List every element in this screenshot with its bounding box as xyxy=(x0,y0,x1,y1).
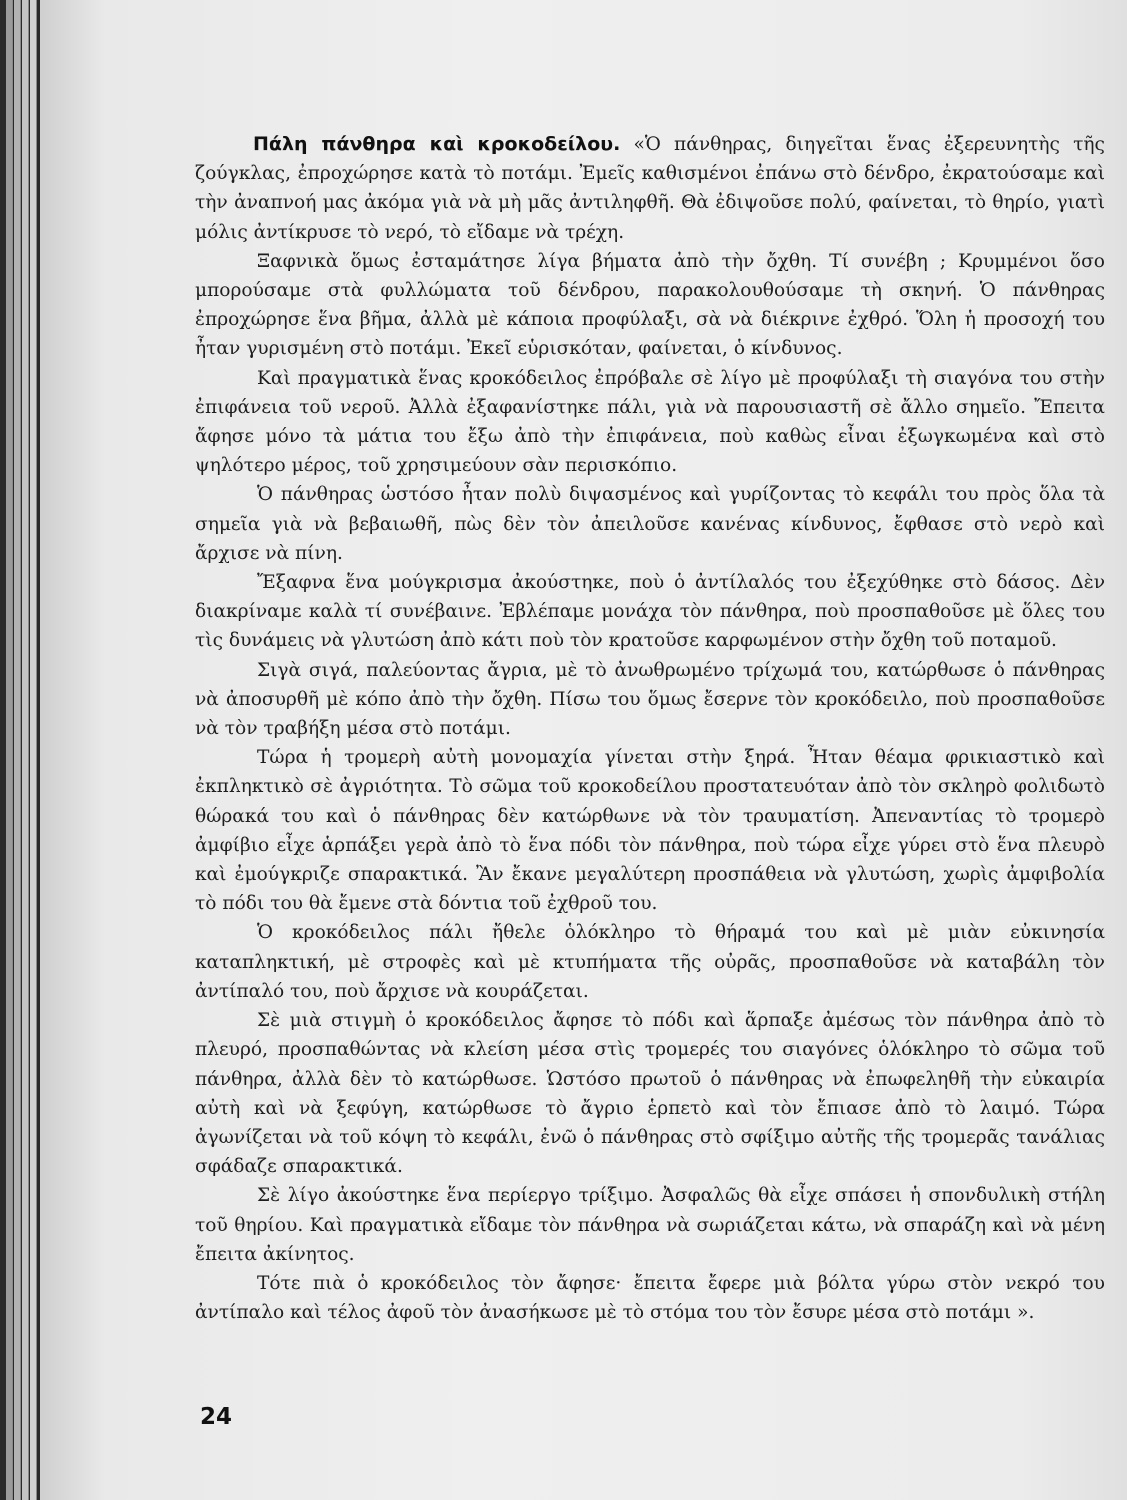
page-stack-edge xyxy=(6,0,13,1500)
paragraph-3: Καὶ πραγματικὰ ἕνας κροκόδειλος ἐπρόβαλε σὲ λίγο μὲ προφύλαξι τὴ σιαγόνα του στὴν ἐπιφάνεια τοῦ νεροῦ. Ἀλλὰ ἐξαφανίστηκε πάλι, γιὰ νὰ παρουσιαστῆ σὲ ἄλλο σημεῖο. Ἔπειτα ἄφησε μόνο τὰ μάτια του ἔξω ἀπὸ τὴν ἐπιφάνεια, ποὺ καθὼς εἶναι ἐξωγκωμένα καὶ στὸ ψηλότερο μέρος, τοῦ χρησιμεύουν σὰν περισκόπιο. xyxy=(195,367,1105,477)
article-body xyxy=(195,130,1105,1327)
paragraph-10: Σὲ λίγο ἀκούστηκε ἕνα περίεργο τρίξιμο. Ἀσφαλῶς θὰ εἶχε σπάσει ἡ σπονδυλικὴ στήλη τοῦ θηρίου. Καὶ πραγματικὰ εἴδαμε τὸν πάνθηρα νὰ σωριάζεται κάτω, νὰ σπαράζη καὶ νὰ μένη ἔπειτα ἀκίνητος. xyxy=(195,1185,1105,1265)
page-number: 24 xyxy=(200,1404,233,1430)
paragraph-11: Τότε πιὰ ὁ κροκόδειλος τὸν ἄφησε· ἔπειτα ἔφερε μιὰ βόλτα γύρω στὸν νεκρό του ἀντίπαλο καὶ τέλος ἀφοῦ τὸν ἀνασήκωσε μὲ τὸ στόμα του τὸν ἔσυρε μέσα στὸ ποτάμι ». xyxy=(195,1272,1105,1324)
article-heading: Πάλη πάνθηρα καὶ κροκοδείλου. xyxy=(253,133,621,155)
paragraph-6: Σιγὰ σιγά, παλεύοντας ἄγρια, μὲ τὸ ἀνωθρωμένο τρίχωμά του, κατώρθωσε ὁ πάνθηρας νὰ ἀποσυρθῆ μὲ κόπο ἀπὸ τὴν ὄχθη. Πίσω του ὅμως ἔσερνε τὸν κροκόδειλο, ποὺ προσπαθοῦσε νὰ τὸν τραβήξη μέσα στὸ ποτάμι. xyxy=(195,659,1105,740)
page-stack-edge xyxy=(30,0,37,1500)
paragraph-2: Ξαφνικὰ ὅμως ἐσταμάτησε λίγα βήματα ἀπὸ τὴν ὄχθη. Τί συνέβη ; Κρυμμένοι ὅσο μπορούσαμε στὰ φυλλώματα τοῦ δένδρου, παρακολουθούσαμε τὴ σκηνή. Ὁ πάνθηρας ἐπροχώρησε ἕνα βῆμα, ἀλλὰ μὲ κάποια προφύλαξι, σὰ νὰ διέκρινε ἐχθρό. Ὅλη ἡ προσοχή του ἦταν γυρισμένη στὸ ποτάμι. Ἐκεῖ εὑρισκόταν, φαίνεται, ὁ κίνδυνος. xyxy=(195,250,1105,360)
paragraph-8: Ὁ κροκόδειλος πάλι ἤθελε ὁλόκληρο τὸ θήραμά του καὶ μὲ μιὰν εὐκινησία καταπληκτική, μὲ στροφὲς καὶ μὲ κτυπήματα τῆς οὐρᾶς, προσπαθοῦσε νὰ καταβάλη τὸν ἀντίπαλό του, ποὺ ἄρχισε νὰ κουράζεται. xyxy=(195,922,1105,1002)
paragraph-5: Ἔξαφνα ἕνα μούγκρισμα ἀκούστηκε, ποὺ ὁ ἀντίλαλός του ἐξεχύθηκε στὸ δάσος. Δὲν διακρίναμε καλὰ τί συνέβαινε. Ἐβλέπαμε μονάχα τὸν πάνθηρα, ποὺ προσπαθοῦσε μὲ ὅλες του τὶς δυνάμεις νὰ γλυτώση ἀπὸ κάτι ποὺ τὸν κρατοῦσε καρφωμένον στὴν ὄχθη τοῦ ποταμοῦ. xyxy=(195,572,1105,652)
page-stack-edge xyxy=(22,0,29,1500)
paragraph-4: Ὁ πάνθηρας ὡστόσο ἦταν πολὺ διψασμένος καὶ γυρίζοντας τὸ κεφάλι του πρὸς ὅλα τὰ σημεῖα γιὰ νὰ βεβαιωθῆ, πὼς δὲν τὸν ἀπειλοῦσε κανένας κίνδυνος, ἔφθασε στὸ νερὸ καὶ ἄρχισε νὰ πίνη. xyxy=(195,484,1105,564)
page-stack-edge xyxy=(14,0,21,1500)
paragraph-9: Σὲ μιὰ στιγμὴ ὁ κροκόδειλος ἄφησε τὸ πόδι καὶ ἅρπαξε ἀμέσως τὸν πάνθηρα ἀπὸ τὸ πλευρό, προσπαθώντας νὰ κλείση μέσα στὶς τρομερές του σιαγόνες ὁλόκληρο τὸ σῶμα τοῦ πάνθηρα, ἀλλὰ δὲν τὸ κατώρθωσε. Ὡστόσο πρωτοῦ ὁ πάνθηρας νὰ ἐπωφεληθῆ τὴν εὐκαιρία αὐτὴ καὶ νὰ ξεφύγη, κατώρθωσε τὸ ἄγριο ἑρπετὸ καὶ τὸν ἔπιασε ἀπὸ τὸ λαιμό. Τώρα ἀγωνίζεται νὰ τοῦ κόψη τὸ κεφάλι, ἐνῶ ὁ πάνθηρας στὸ σφίξιμο αὐτῆς τῆς τρομερᾶς τανάλιας σφάδαζε σπαρακτικά. xyxy=(195,1010,1105,1178)
paragraph-text: «Ὁ πάνθηρας, διηγεῖται ἕνας ἐξερευνητὴς τῆς ζούγκλας, ἐπροχώρησε κατὰ τὸ ποτάμι. Ἐμεῖς καθισμένοι ἐπάνω στὸ δένδρο, ἐκρατούσαμε καὶ τὴν ἀναπνοή μας ἀκόμα γιὰ νὰ μὴ μᾶς ἀντιληφθῆ. Θὰ ἐδιψοῦσε πολύ, φαίνεται, τὸ θηρίο, γιατὶ μόλις ἀντίκρυσε τὸ νερό, τὸ εἴδαμε νὰ τρέχη. xyxy=(195,134,1105,243)
paragraph-1 xyxy=(195,130,1105,247)
paragraph-7: Τώρα ἡ τρομερὴ αὐτὴ μονομαχία γίνεται στὴν ξηρά. Ἦταν θέαμα φρικιαστικὸ καὶ ἐκπληκτικὸ σὲ ἀγριότητα. Τὸ σῶμα τοῦ κροκοδείλου προστατευόταν ἀπὸ τὸν σκληρὸ φολιδωτὸ θώρακά του καὶ ὁ πάνθηρας δὲν κατώρθωνε νὰ τὸν τραυματίση. Ἀπεναντίας τὸ τρομερὸ ἀμφίβιο εἶχε ἁρπάξει γερὰ ἀπὸ τὸ ἕνα πόδι τὸν πάνθηρα, ποὺ τώρα εἶχε γύρει στὸ ἕνα πλευρὸ καὶ ἐμούγκριζε σπαρακτικά. Ἂν ἔκανε μεγαλύτερη προσπάθεια νὰ γλυτώση, χωρὶς ἀμφιβολία τὸ πόδι του θὰ ἔμενε στὰ δόντια τοῦ ἐχθροῦ του. xyxy=(195,747,1105,915)
